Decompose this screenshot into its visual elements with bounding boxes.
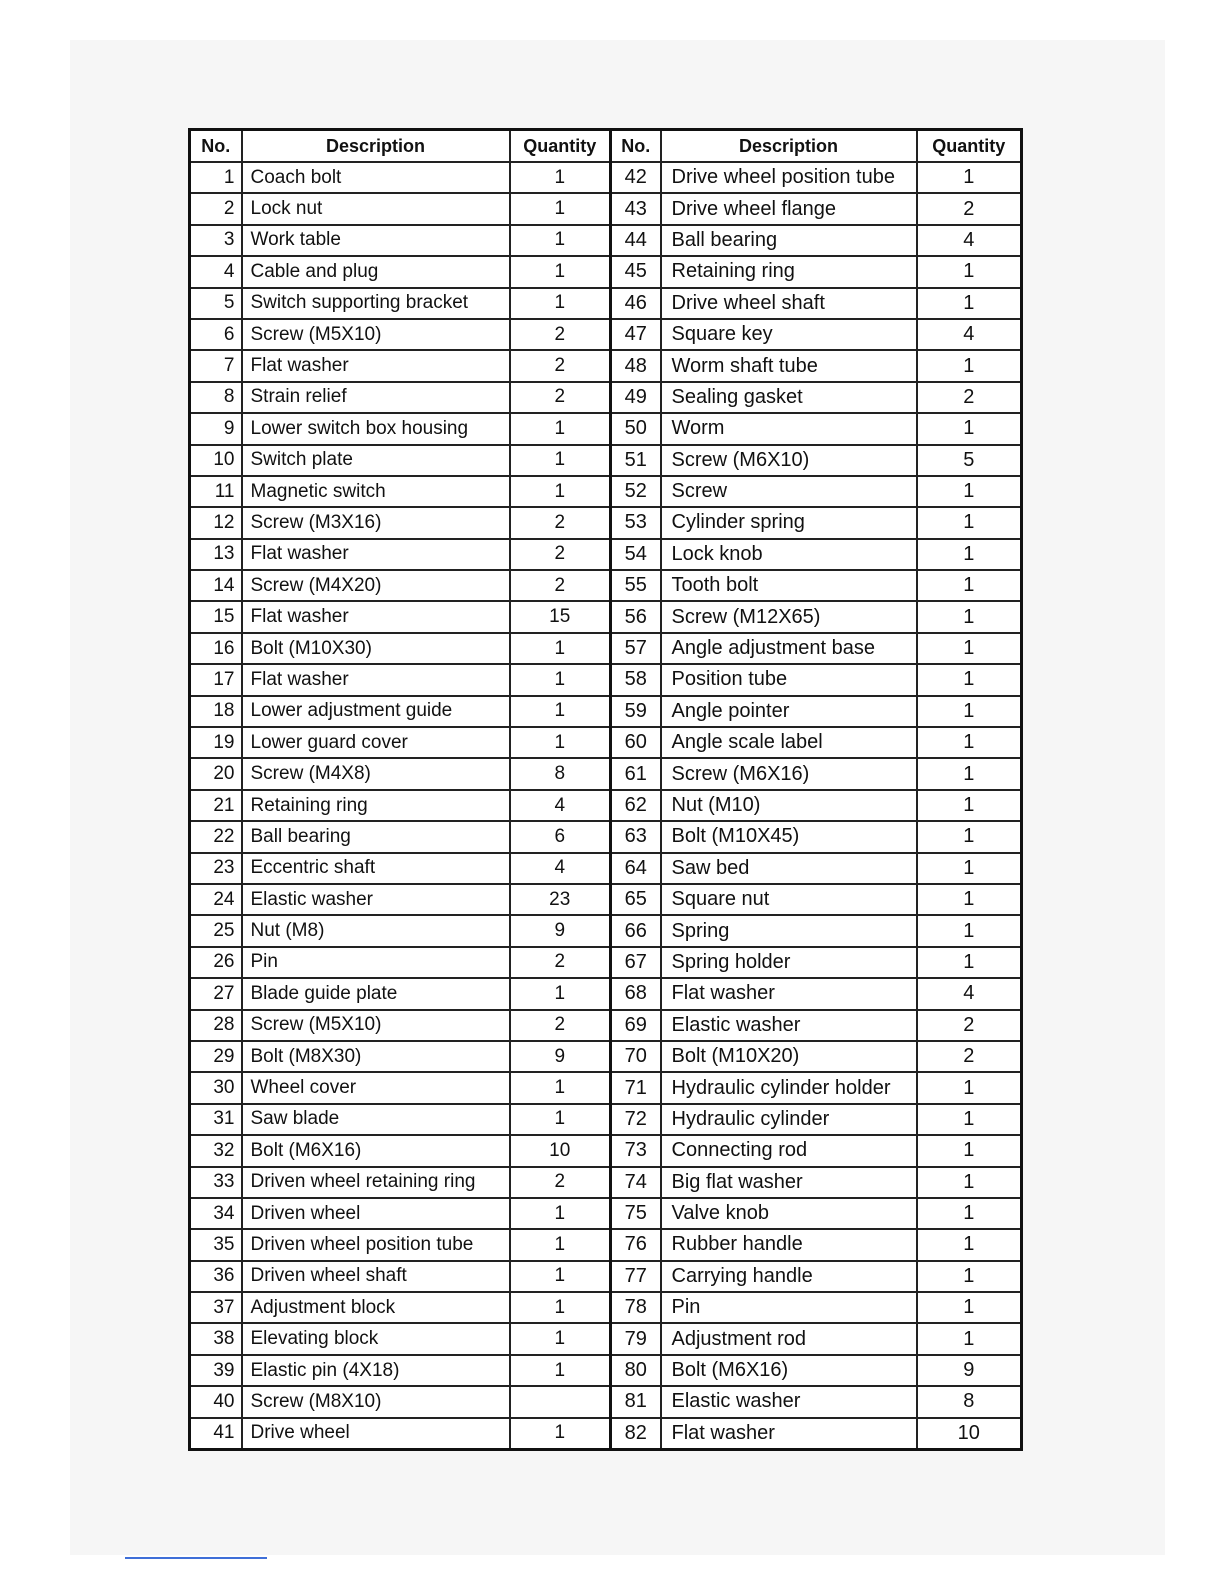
table-row — [190, 193, 1022, 224]
part-quantity-right: 1 — [917, 1167, 1022, 1198]
part-number-left: 7 — [190, 350, 242, 381]
part-quantity-right: 1 — [917, 507, 1022, 538]
part-quantity-right: 2 — [917, 1041, 1022, 1072]
part-description-right: Screw (M12X65) — [661, 601, 917, 632]
part-quantity-right: 1 — [917, 915, 1022, 946]
part-number-right: 59 — [611, 696, 661, 727]
part-number-left: 21 — [190, 790, 242, 821]
part-quantity-left: 2 — [510, 539, 611, 570]
part-number-right: 58 — [611, 664, 661, 695]
table-row — [190, 1323, 1022, 1354]
part-description-left: Flat washer — [242, 601, 510, 632]
part-quantity-right: 1 — [917, 758, 1022, 789]
part-quantity-right: 1 — [917, 162, 1022, 193]
part-quantity-right: 1 — [917, 288, 1022, 319]
part-description-right: Angle pointer — [661, 696, 917, 727]
part-number-right: 71 — [611, 1072, 661, 1103]
part-quantity-right: 1 — [917, 570, 1022, 601]
part-number-right: 63 — [611, 821, 661, 852]
part-description-left: Driven wheel position tube — [242, 1229, 510, 1260]
part-quantity-left: 1 — [510, 1261, 611, 1292]
part-number-right: 65 — [611, 884, 661, 915]
table-row — [190, 1418, 1022, 1450]
part-number-left: 30 — [190, 1072, 242, 1103]
part-description-right: Worm shaft tube — [661, 350, 917, 381]
part-description-right: Tooth bolt — [661, 570, 917, 601]
table-row — [190, 225, 1022, 256]
part-quantity-left: 1 — [510, 1418, 611, 1450]
part-description-right: Spring — [661, 915, 917, 946]
part-quantity-left: 1 — [510, 256, 611, 287]
part-quantity-right: 4 — [917, 225, 1022, 256]
table-row — [190, 821, 1022, 852]
part-description-left: Blade guide plate — [242, 978, 510, 1009]
table-row — [190, 162, 1022, 193]
part-description-right: Sealing gasket — [661, 382, 917, 413]
part-quantity-left: 1 — [510, 225, 611, 256]
part-number-right: 52 — [611, 476, 661, 507]
header-no-right: No. — [611, 130, 661, 163]
part-quantity-left: 1 — [510, 1229, 611, 1260]
part-number-left: 18 — [190, 696, 242, 727]
part-number-right: 68 — [611, 978, 661, 1009]
part-number-left: 13 — [190, 539, 242, 570]
part-number-left: 38 — [190, 1323, 242, 1354]
part-quantity-right: 2 — [917, 1010, 1022, 1041]
header-quantity-right: Quantity — [917, 130, 1022, 163]
part-number-left: 36 — [190, 1261, 242, 1292]
part-number-right: 78 — [611, 1292, 661, 1323]
part-description-left: Switch supporting bracket — [242, 288, 510, 319]
part-description-left: Screw (M3X16) — [242, 507, 510, 538]
part-quantity-left: 2 — [510, 350, 611, 381]
part-description-left: Nut (M8) — [242, 915, 510, 946]
part-number-right: 51 — [611, 445, 661, 476]
table-row — [190, 476, 1022, 507]
part-description-right: Screw — [661, 476, 917, 507]
part-description-right: Hydraulic cylinder — [661, 1104, 917, 1135]
part-quantity-right: 4 — [917, 978, 1022, 1009]
part-number-right: 45 — [611, 256, 661, 287]
part-description-right: Drive wheel shaft — [661, 288, 917, 319]
table-row — [190, 1355, 1022, 1386]
part-number-left: 22 — [190, 821, 242, 852]
part-quantity-right: 1 — [917, 1261, 1022, 1292]
part-number-left: 10 — [190, 445, 242, 476]
table-row — [190, 1198, 1022, 1229]
part-quantity-left: 1 — [510, 193, 611, 224]
part-number-right: 70 — [611, 1041, 661, 1072]
part-description-left: Pin — [242, 947, 510, 978]
part-quantity-right: 1 — [917, 350, 1022, 381]
part-description-left: Flat washer — [242, 539, 510, 570]
table-row — [190, 884, 1022, 915]
part-quantity-right: 1 — [917, 664, 1022, 695]
part-description-right: Screw (M6X16) — [661, 758, 917, 789]
part-quantity-right: 5 — [917, 445, 1022, 476]
part-description-left: Elastic pin (4X18) — [242, 1355, 510, 1386]
part-number-left: 3 — [190, 225, 242, 256]
part-description-left: Elastic washer — [242, 884, 510, 915]
part-number-right: 44 — [611, 225, 661, 256]
table-row — [190, 601, 1022, 632]
part-description-right: Square key — [661, 319, 917, 350]
part-description-right: Nut (M10) — [661, 790, 917, 821]
part-description-left: Flat washer — [242, 664, 510, 695]
part-description-right: Screw (M6X10) — [661, 445, 917, 476]
part-number-left: 33 — [190, 1167, 242, 1198]
part-quantity-left: 1 — [510, 1323, 611, 1354]
part-number-right: 69 — [611, 1010, 661, 1041]
table-row — [190, 413, 1022, 444]
part-quantity-left: 1 — [510, 978, 611, 1009]
part-quantity-right: 2 — [917, 382, 1022, 413]
part-number-left: 1 — [190, 162, 242, 193]
header-no-left: No. — [190, 130, 242, 163]
part-number-left: 35 — [190, 1229, 242, 1260]
part-description-right: Angle adjustment base — [661, 633, 917, 664]
part-description-left: Driven wheel — [242, 1198, 510, 1229]
part-number-left: 29 — [190, 1041, 242, 1072]
part-description-left: Lower switch box housing — [242, 413, 510, 444]
table-row — [190, 1292, 1022, 1323]
part-quantity-right: 1 — [917, 727, 1022, 758]
part-number-left: 9 — [190, 413, 242, 444]
part-description-right: Position tube — [661, 664, 917, 695]
part-quantity-left: 4 — [510, 790, 611, 821]
part-number-left: 24 — [190, 884, 242, 915]
part-number-left: 31 — [190, 1104, 242, 1135]
part-number-right: 74 — [611, 1167, 661, 1198]
part-number-right: 47 — [611, 319, 661, 350]
part-description-left: Screw (M8X10) — [242, 1386, 510, 1417]
part-number-right: 82 — [611, 1418, 661, 1450]
part-quantity-left: 1 — [510, 633, 611, 664]
part-description-left: Strain relief — [242, 382, 510, 413]
part-number-left: 16 — [190, 633, 242, 664]
part-number-right: 60 — [611, 727, 661, 758]
part-quantity-left: 2 — [510, 570, 611, 601]
part-description-right: Connecting rod — [661, 1135, 917, 1166]
table-row — [190, 1041, 1022, 1072]
part-description-right: Elastic washer — [661, 1010, 917, 1041]
part-quantity-right: 1 — [917, 1229, 1022, 1260]
part-quantity-left: 8 — [510, 758, 611, 789]
part-description-right: Rubber handle — [661, 1229, 917, 1260]
part-number-left: 4 — [190, 256, 242, 287]
part-quantity-left: 9 — [510, 1041, 611, 1072]
part-description-right: Square nut — [661, 884, 917, 915]
part-description-left: Switch plate — [242, 445, 510, 476]
part-number-left: 41 — [190, 1418, 242, 1450]
table-row — [190, 790, 1022, 821]
part-description-right: Retaining ring — [661, 256, 917, 287]
part-description-right: Carrying handle — [661, 1261, 917, 1292]
table-row — [190, 507, 1022, 538]
part-number-right: 80 — [611, 1355, 661, 1386]
part-quantity-left: 1 — [510, 727, 611, 758]
part-number-left: 20 — [190, 758, 242, 789]
part-number-right: 55 — [611, 570, 661, 601]
part-quantity-left: 9 — [510, 915, 611, 946]
part-number-right: 73 — [611, 1135, 661, 1166]
part-quantity-left: 2 — [510, 382, 611, 413]
part-description-right: Drive wheel position tube — [661, 162, 917, 193]
part-number-right: 62 — [611, 790, 661, 821]
part-description-left: Wheel cover — [242, 1072, 510, 1103]
part-number-right: 76 — [611, 1229, 661, 1260]
part-quantity-left: 1 — [510, 696, 611, 727]
part-quantity-left: 2 — [510, 1167, 611, 1198]
part-description-left: Cable and plug — [242, 256, 510, 287]
part-quantity-left — [510, 1386, 611, 1417]
table-row — [190, 853, 1022, 884]
part-description-left: Bolt (M8X30) — [242, 1041, 510, 1072]
part-description-left: Lower adjustment guide — [242, 696, 510, 727]
part-quantity-right: 1 — [917, 853, 1022, 884]
part-quantity-right: 4 — [917, 319, 1022, 350]
part-description-right: Angle scale label — [661, 727, 917, 758]
part-number-left: 27 — [190, 978, 242, 1009]
part-quantity-left: 1 — [510, 162, 611, 193]
part-number-right: 56 — [611, 601, 661, 632]
table-row — [190, 978, 1022, 1009]
part-number-right: 54 — [611, 539, 661, 570]
table-row — [190, 1167, 1022, 1198]
part-number-left: 39 — [190, 1355, 242, 1386]
part-quantity-left: 1 — [510, 1355, 611, 1386]
part-quantity-right: 1 — [917, 1292, 1022, 1323]
link-underline — [125, 1557, 267, 1559]
part-description-left: Screw (M5X10) — [242, 1010, 510, 1041]
part-description-left: Screw (M4X8) — [242, 758, 510, 789]
part-description-right: Lock knob — [661, 539, 917, 570]
part-description-left: Elevating block — [242, 1323, 510, 1354]
part-number-left: 17 — [190, 664, 242, 695]
part-quantity-right: 1 — [917, 1104, 1022, 1135]
parts-table-body — [190, 162, 1022, 1450]
part-number-right: 57 — [611, 633, 661, 664]
part-quantity-left: 1 — [510, 476, 611, 507]
part-quantity-left: 1 — [510, 1292, 611, 1323]
part-number-left: 40 — [190, 1386, 242, 1417]
part-number-left: 37 — [190, 1292, 242, 1323]
part-quantity-right: 1 — [917, 1198, 1022, 1229]
part-number-right: 67 — [611, 947, 661, 978]
part-number-right: 64 — [611, 853, 661, 884]
part-description-right: Big flat washer — [661, 1167, 917, 1198]
part-description-left: Coach bolt — [242, 162, 510, 193]
table-row — [190, 256, 1022, 287]
part-description-left: Drive wheel — [242, 1418, 510, 1450]
table-row — [190, 1386, 1022, 1417]
table-row — [190, 696, 1022, 727]
part-number-left: 23 — [190, 853, 242, 884]
part-quantity-right: 1 — [917, 539, 1022, 570]
part-number-right: 66 — [611, 915, 661, 946]
part-quantity-right: 1 — [917, 790, 1022, 821]
part-number-left: 19 — [190, 727, 242, 758]
table-row — [190, 915, 1022, 946]
table-row — [190, 1135, 1022, 1166]
part-description-right: Flat washer — [661, 978, 917, 1009]
part-quantity-right: 1 — [917, 413, 1022, 444]
table-row — [190, 1261, 1022, 1292]
part-quantity-left: 1 — [510, 1198, 611, 1229]
part-number-right: 53 — [611, 507, 661, 538]
table-row — [190, 727, 1022, 758]
part-description-right: Valve knob — [661, 1198, 917, 1229]
table-header-row — [190, 130, 1022, 163]
header-quantity-left: Quantity — [510, 130, 611, 163]
part-description-left: Adjustment block — [242, 1292, 510, 1323]
table-row — [190, 288, 1022, 319]
table-row — [190, 633, 1022, 664]
table-row — [190, 570, 1022, 601]
part-quantity-left: 2 — [510, 1010, 611, 1041]
part-description-right: Ball bearing — [661, 225, 917, 256]
part-number-right: 75 — [611, 1198, 661, 1229]
part-quantity-left: 10 — [510, 1135, 611, 1166]
part-quantity-right: 1 — [917, 696, 1022, 727]
part-number-left: 15 — [190, 601, 242, 632]
part-quantity-left: 23 — [510, 884, 611, 915]
part-description-right: Hydraulic cylinder holder — [661, 1072, 917, 1103]
part-quantity-left: 1 — [510, 664, 611, 695]
part-description-right: Elastic washer — [661, 1386, 917, 1417]
table-row — [190, 1229, 1022, 1260]
part-quantity-right: 1 — [917, 947, 1022, 978]
part-quantity-right: 1 — [917, 1323, 1022, 1354]
part-number-left: 25 — [190, 915, 242, 946]
part-description-right: Flat washer — [661, 1418, 917, 1450]
part-description-left: Lower guard cover — [242, 727, 510, 758]
part-description-right: Bolt (M10X20) — [661, 1041, 917, 1072]
part-description-right: Drive wheel flange — [661, 193, 917, 224]
part-number-right: 77 — [611, 1261, 661, 1292]
part-quantity-right: 9 — [917, 1355, 1022, 1386]
part-number-right: 49 — [611, 382, 661, 413]
part-number-right: 61 — [611, 758, 661, 789]
table-row — [190, 1072, 1022, 1103]
part-number-right: 81 — [611, 1386, 661, 1417]
part-description-left: Work table — [242, 225, 510, 256]
part-quantity-left: 15 — [510, 601, 611, 632]
table-row — [190, 350, 1022, 381]
part-description-left: Driven wheel retaining ring — [242, 1167, 510, 1198]
table-row — [190, 445, 1022, 476]
part-description-right: Pin — [661, 1292, 917, 1323]
part-quantity-left: 1 — [510, 1104, 611, 1135]
part-description-right: Cylinder spring — [661, 507, 917, 538]
part-description-left: Retaining ring — [242, 790, 510, 821]
part-number-left: 26 — [190, 947, 242, 978]
part-number-right: 42 — [611, 162, 661, 193]
part-number-left: 5 — [190, 288, 242, 319]
part-quantity-right: 8 — [917, 1386, 1022, 1417]
part-quantity-left: 1 — [510, 1072, 611, 1103]
part-description-left: Saw blade — [242, 1104, 510, 1135]
part-number-left: 8 — [190, 382, 242, 413]
part-description-right: Worm — [661, 413, 917, 444]
part-number-left: 28 — [190, 1010, 242, 1041]
part-description-left: Ball bearing — [242, 821, 510, 852]
part-description-right: Adjustment rod — [661, 1323, 917, 1354]
part-quantity-right: 1 — [917, 1072, 1022, 1103]
part-quantity-right: 1 — [917, 633, 1022, 664]
part-quantity-left: 6 — [510, 821, 611, 852]
table-row — [190, 319, 1022, 350]
part-quantity-left: 4 — [510, 853, 611, 884]
part-description-left: Lock nut — [242, 193, 510, 224]
part-quantity-right: 1 — [917, 884, 1022, 915]
part-number-right: 46 — [611, 288, 661, 319]
part-quantity-right: 1 — [917, 821, 1022, 852]
part-number-right: 79 — [611, 1323, 661, 1354]
part-description-left: Bolt (M10X30) — [242, 633, 510, 664]
table-row — [190, 664, 1022, 695]
part-quantity-left: 2 — [510, 319, 611, 350]
part-description-right: Bolt (M6X16) — [661, 1355, 917, 1386]
part-number-right: 72 — [611, 1104, 661, 1135]
part-description-right: Spring holder — [661, 947, 917, 978]
table-row — [190, 1104, 1022, 1135]
part-number-left: 2 — [190, 193, 242, 224]
part-number-left: 6 — [190, 319, 242, 350]
part-description-left: Magnetic switch — [242, 476, 510, 507]
header-description-right: Description — [661, 130, 917, 163]
table-row — [190, 539, 1022, 570]
part-quantity-left: 2 — [510, 947, 611, 978]
part-quantity-left: 1 — [510, 445, 611, 476]
part-description-right: Bolt (M10X45) — [661, 821, 917, 852]
table-row — [190, 1010, 1022, 1041]
part-description-left: Screw (M4X20) — [242, 570, 510, 601]
part-quantity-left: 2 — [510, 507, 611, 538]
table-row — [190, 758, 1022, 789]
part-description-left: Flat washer — [242, 350, 510, 381]
part-quantity-left: 1 — [510, 288, 611, 319]
part-number-left: 11 — [190, 476, 242, 507]
part-description-left: Eccentric shaft — [242, 853, 510, 884]
part-number-left: 32 — [190, 1135, 242, 1166]
part-quantity-right: 2 — [917, 193, 1022, 224]
table-row — [190, 947, 1022, 978]
part-quantity-right: 10 — [917, 1418, 1022, 1450]
part-quantity-right: 1 — [917, 476, 1022, 507]
part-number-left: 12 — [190, 507, 242, 538]
part-description-left: Driven wheel shaft — [242, 1261, 510, 1292]
part-quantity-right: 1 — [917, 1135, 1022, 1166]
part-number-right: 43 — [611, 193, 661, 224]
part-quantity-right: 1 — [917, 256, 1022, 287]
part-number-left: 34 — [190, 1198, 242, 1229]
part-quantity-right: 1 — [917, 601, 1022, 632]
part-description-left: Screw (M5X10) — [242, 319, 510, 350]
part-number-left: 14 — [190, 570, 242, 601]
part-description-right: Saw bed — [661, 853, 917, 884]
parts-list-table — [188, 128, 1023, 1451]
header-description-left: Description — [242, 130, 510, 163]
part-description-left: Bolt (M6X16) — [242, 1135, 510, 1166]
table-row — [190, 382, 1022, 413]
part-number-right: 50 — [611, 413, 661, 444]
part-quantity-left: 1 — [510, 413, 611, 444]
part-number-right: 48 — [611, 350, 661, 381]
